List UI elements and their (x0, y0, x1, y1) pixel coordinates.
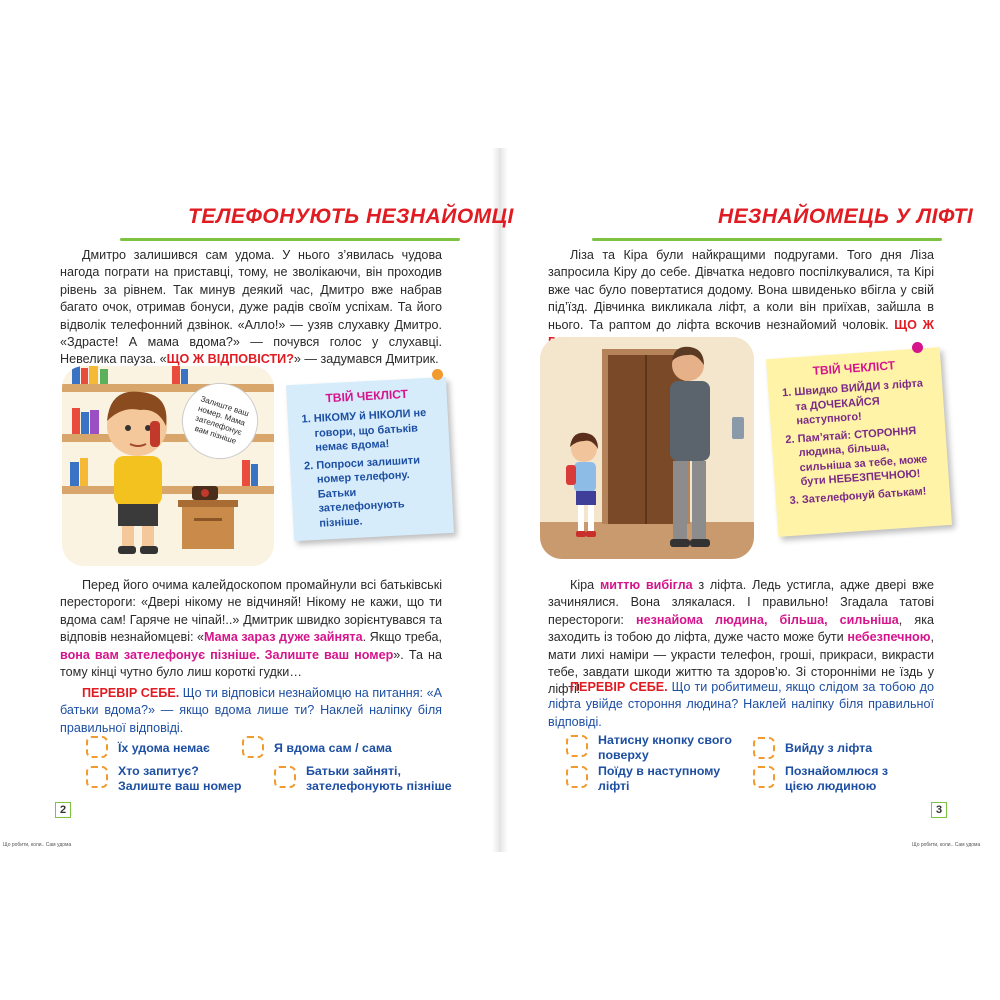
intro-question-right: ЩО Ж (894, 317, 934, 332)
sticker-box[interactable] (753, 766, 775, 788)
answer-option-left-4[interactable]: Батьки зайняті, зателефонують пізніше (306, 764, 452, 793)
page-number-left: 2 (55, 802, 71, 818)
title-underline-left (120, 238, 460, 241)
check-self-heading-left: ПЕРЕВІР СЕБЕ. (82, 686, 180, 700)
checklist-item: 1. Швидко ВИЙДИ з ліфта та ДОЧЕКАЙСЯ наступного! (794, 376, 935, 429)
checklist-item: 2. Пам’ятай: СТОРОННЯ людина, більша, сильніша за тебе, може бути НЕБЕЗПЕЧНОЮ! (797, 422, 939, 489)
answer-option-right-1[interactable]: Натисну кнопку свого поверху (598, 733, 732, 762)
sticker-box[interactable] (242, 736, 264, 758)
page-title-right: НЕЗНАЙОМЕЦЬ У ЛІФТІ (718, 205, 974, 228)
answer-option-left-2[interactable]: Я вдома сам / сама (274, 741, 392, 755)
answer-option-right-4[interactable]: Познайомлюся з цією людиною (785, 764, 889, 793)
checklist-note-right (766, 347, 952, 537)
sticker-box[interactable] (274, 766, 296, 788)
speech-bubble-text: Залиште ваш номер. Мама зателефонує вам пізніше (193, 394, 251, 446)
checklist-title-left: ТВІЙ ЧЕКЛІСТ (325, 386, 409, 406)
answer-option-left-1[interactable]: Їх удома немає (118, 741, 210, 755)
checklist-title-right: ТВІЙ ЧЕКЛІСТ (812, 358, 896, 379)
checklist-item: 3. Зателефонуй батькам! (801, 483, 940, 507)
right-story-paragraph: Кіра миттю вибігла з ліфта. Ледь устигла, адже двері вже зачинялися. Вона злякалася. І правильно! Згадала татові перестороги: незнайома людина, більша, сильніша, яка заходить із тобою до ліфта, дуже часто може бути небезпечною, мати лихі наміри — украсти телефон, гроші, прикраси, викрасти тебе, завдати шкоди життю та здоров’ю. Зі сторонніми не їздь у ліфті! (548, 578, 934, 697)
intro-question-left: ЩО Ж ВІДПОВІСТИ? (166, 352, 294, 367)
illustration-elevator (540, 337, 754, 559)
page-number-right: 3 (931, 802, 947, 818)
title-underline-right (592, 238, 942, 241)
answer-option-left-3[interactable]: Хто запитує? Залиште ваш номер (118, 764, 242, 793)
footer-left: Що робити, коли.. Сам удома (3, 842, 72, 848)
pin-icon (912, 342, 923, 353)
sticker-box[interactable] (86, 736, 108, 758)
right-intro-paragraph: Ліза та Кіра були найкращими подругами. Того дня Ліза запросила Кіру до себе. Дівчатка недовго поспілкувалися, та Кірі вже час було повертатися додому. Вона швиденько вбігла у свій під’їзд. Дівчинка викликала ліфт, а коли він приїхав, зайшла в нього. Та раптом до ліфта вскочив незнайомий чоловік. ЩО Ж (548, 247, 934, 351)
right-check-self: ПЕРЕВІР СЕБЕ. Що ти робитимеш, якщо слідом за тобою до ліфта увійде стороння людина? Наклей наліпку біля правильної відповіді. (548, 680, 934, 729)
answer-option-right-3[interactable]: Поїду в наступному ліфті (598, 764, 721, 793)
answer-option-right-2[interactable]: Вийду з ліфта (785, 741, 873, 755)
footer-right: Що робити, коли.. Сам удома (912, 842, 981, 848)
checklist-item: 1. НІКОМУ й НІКОЛИ не говори, що батьків немає вдома! (313, 405, 439, 455)
left-check-self: ПЕРЕВІР СЕБЕ. Що ти відповіси незнайомцю на питання: «А батьки вдома?» — якщо вдома лише ти? Наклей наліпку біля правильної відповіді. (60, 686, 442, 735)
check-self-heading-right: ПЕРЕВІР СЕБЕ. (570, 680, 668, 694)
page-title-left: ТЕЛЕФОНУЮТЬ НЕЗНАЙОМЦІ (188, 205, 514, 228)
checklist-note-left (286, 377, 454, 541)
checklist-item: 2. Попроси залишити номер телефону. Батьки зателефонують пізніше. (316, 452, 444, 531)
left-intro-paragraph: Дмитро залишився сам удома. У нього з’явилась чудова нагода пограти на приставці, тому, не зволікаючи, він проходив рівень за рівнем. Так минув деякий час, Дмитро вже набрав багато очок, отримав бонуси, дуже радів своїм успіхам. Та його відволік телефонний дзвінок. «Алло!» — узяв слухавку Дмитро. «Здрасте! А мама вдома?» — почувся голос у слухавці. Невелика пауза. «ЩО Ж ВІДПОВІСТИ?» — задумався Дмитрик. (60, 248, 442, 367)
sticker-box[interactable] (86, 766, 108, 788)
sticker-box[interactable] (566, 766, 588, 788)
left-story-paragraph: Перед його очима калейдоскопом промайнули всі батьківські перестороги: «Двері нікому не відчиняй! Нікому не кажи, що ти вдома сам! Гаряче не чіпай!..» Дмитрик швидко зорієнтувався та відповів незнайомцеві: «Мама зараз дуже зайнята. Якщо треба, вона вам зателефонує пізніше. Залиште ваш номер». Та на тому кінці чутно було лиш короткі гудки… (60, 578, 442, 680)
book-spine (492, 148, 508, 852)
sticker-box[interactable] (566, 735, 588, 757)
pin-icon (432, 369, 443, 380)
sticker-box[interactable] (753, 737, 775, 759)
